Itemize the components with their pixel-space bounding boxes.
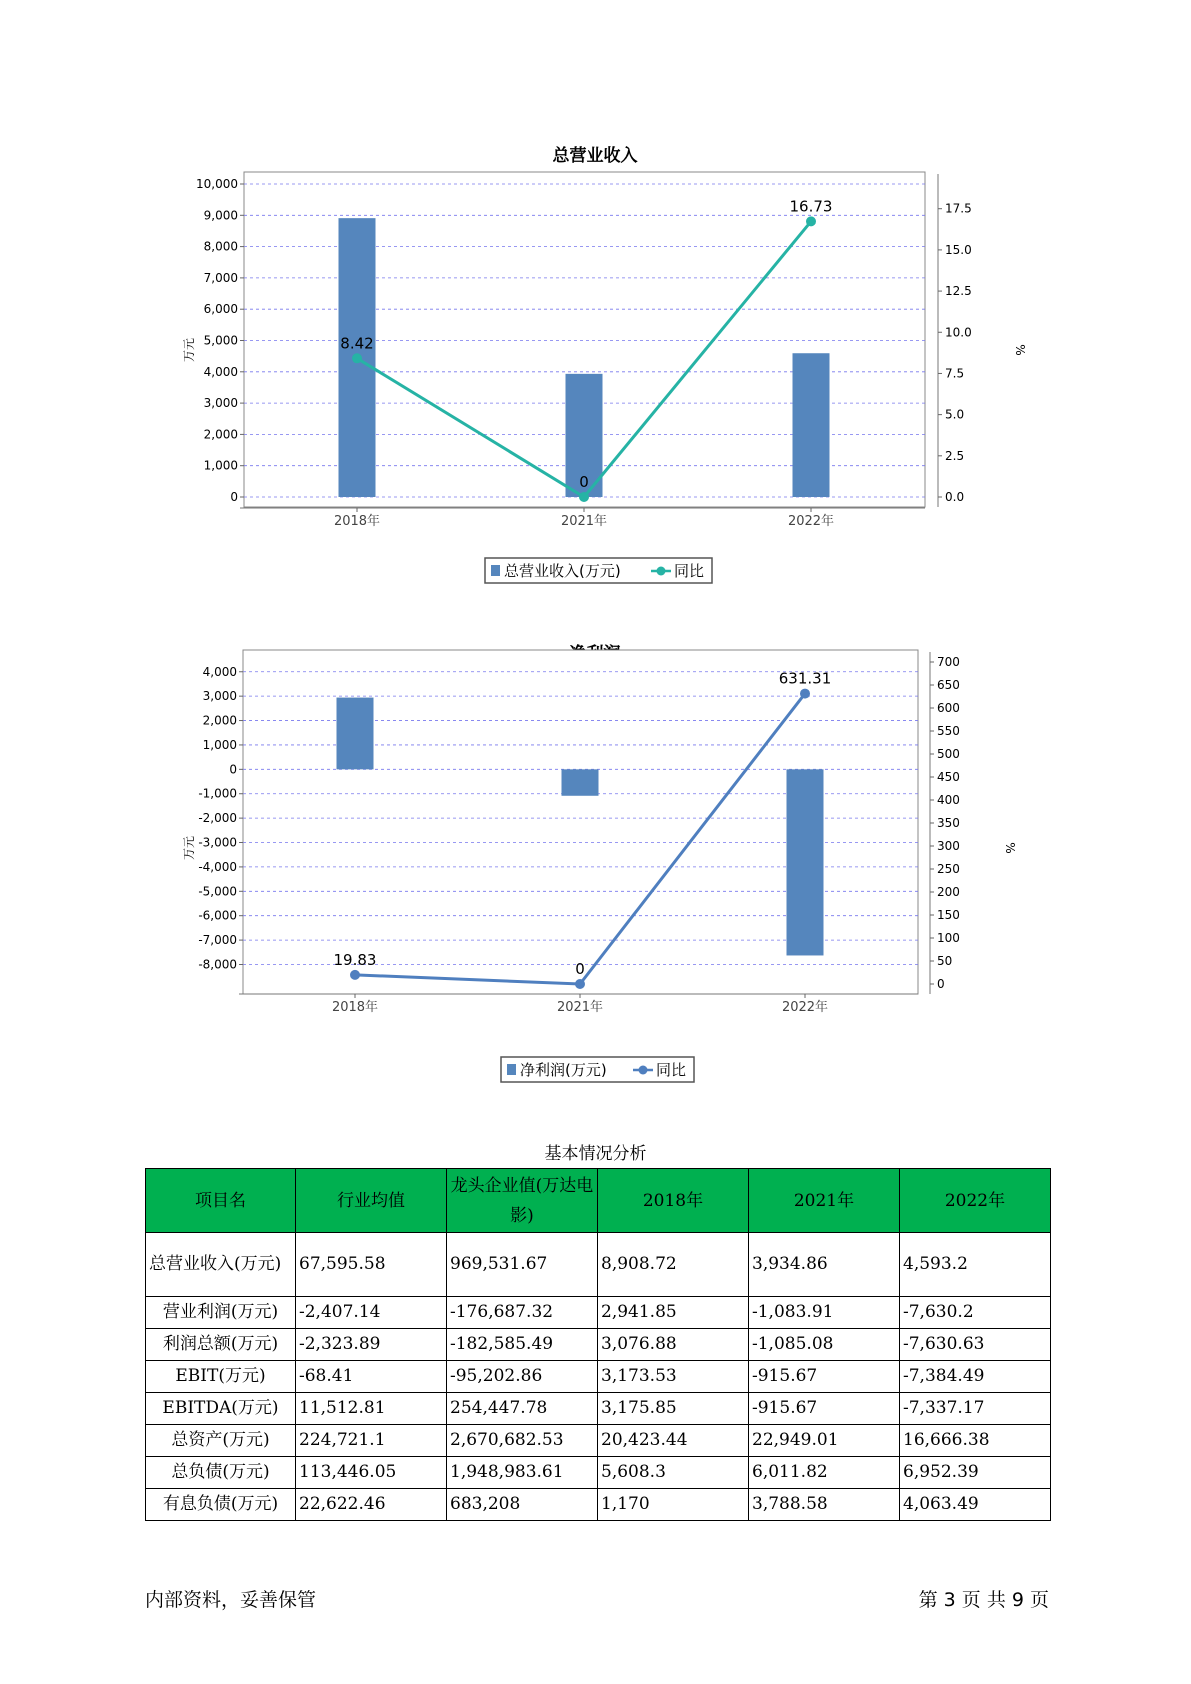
x-tick-label: 2018年 bbox=[333, 514, 381, 529]
right-tick-label: 250 bbox=[937, 862, 960, 876]
right-tick-label: 650 bbox=[937, 678, 960, 692]
header-2018: 2018年 bbox=[598, 1169, 749, 1233]
table-row bbox=[146, 1489, 1051, 1521]
left-tick-label: 9,000 bbox=[203, 208, 238, 223]
table-cell: 11,512.81 bbox=[296, 1393, 447, 1425]
right-tick-label: 400 bbox=[937, 793, 960, 807]
header-2022: 2022年 bbox=[900, 1169, 1051, 1233]
table-cell: -68.41 bbox=[296, 1361, 447, 1393]
left-tick-label: -4,000 bbox=[198, 859, 237, 874]
bar bbox=[787, 769, 824, 955]
bar bbox=[793, 353, 830, 497]
revenue-chart bbox=[0, 140, 1191, 600]
left-tick-label: 2,000 bbox=[202, 713, 237, 728]
right-tick-label: 0.0 bbox=[945, 490, 965, 504]
legend-bar-label: 总营业收入(万元) bbox=[504, 562, 621, 580]
left-tick-label: 5,000 bbox=[203, 333, 238, 348]
left-tick-label: 6,000 bbox=[203, 302, 238, 317]
left-tick-label: 10,000 bbox=[196, 177, 238, 191]
table-header-row bbox=[146, 1169, 1051, 1233]
right-tick-label: 550 bbox=[937, 724, 960, 738]
row-label-cell: 总资产(万元) bbox=[146, 1425, 296, 1457]
table-cell: 254,447.78 bbox=[447, 1393, 598, 1425]
left-tick-label: 4,000 bbox=[203, 364, 238, 379]
table-cell: 8,908.72 bbox=[598, 1233, 749, 1297]
table-cell: -7,337.17 bbox=[900, 1393, 1051, 1425]
basic-analysis-table bbox=[145, 1168, 1051, 1521]
table-cell: 4,063.49 bbox=[900, 1489, 1051, 1521]
right-tick-label: 5.0 bbox=[945, 407, 965, 422]
right-tick-label: 150 bbox=[937, 908, 960, 922]
table-cell: 3,076.88 bbox=[598, 1329, 749, 1361]
legend-bar-swatch bbox=[507, 1064, 516, 1075]
right-tick-label: 50 bbox=[937, 954, 953, 968]
yoy-data-label: 0 bbox=[575, 960, 585, 978]
table-cell: -7,630.2 bbox=[900, 1297, 1051, 1329]
right-tick-label: 7.5 bbox=[945, 366, 965, 381]
right-tick-label: 350 bbox=[937, 816, 960, 830]
left-tick-label: 3,000 bbox=[203, 396, 238, 411]
table-cell: 3,788.58 bbox=[749, 1489, 900, 1521]
table-cell: -2,407.14 bbox=[296, 1297, 447, 1329]
table-cell: 6,011.82 bbox=[749, 1457, 900, 1489]
chart-title: 总营业收入 bbox=[552, 146, 638, 166]
left-tick-label: 4,000 bbox=[202, 664, 237, 679]
table-row bbox=[146, 1457, 1051, 1489]
table-cell: 113,446.05 bbox=[296, 1457, 447, 1489]
left-tick-label: 1,000 bbox=[203, 458, 238, 473]
right-tick-label: 100 bbox=[937, 931, 960, 945]
chart-legend bbox=[485, 558, 712, 583]
x-tick-label: 2021年 bbox=[556, 1000, 604, 1015]
right-tick-label: 10.0 bbox=[945, 325, 972, 340]
table-cell: -1,083.91 bbox=[749, 1297, 900, 1329]
header-2021: 2021年 bbox=[749, 1169, 900, 1233]
legend-line-label: 同比 bbox=[674, 562, 705, 580]
left-axis-label: 万元 bbox=[182, 337, 196, 363]
legend-bar-swatch bbox=[491, 565, 500, 576]
table-cell: -7,630.63 bbox=[900, 1329, 1051, 1361]
legend-line-marker bbox=[639, 1066, 648, 1075]
right-tick-label: 0 bbox=[937, 977, 945, 991]
legend-bar-label: 净利润(万元) bbox=[520, 1061, 607, 1079]
right-tick-label: 2.5 bbox=[945, 448, 965, 463]
table-caption: 基本情况分析 bbox=[544, 1144, 647, 1164]
row-label-cell: 总营业收入(万元) bbox=[146, 1233, 296, 1297]
right-tick-label: 500 bbox=[937, 747, 960, 761]
table-cell: 2,941.85 bbox=[598, 1297, 749, 1329]
table-cell: -182,585.49 bbox=[447, 1329, 598, 1361]
yoy-data-label: 0 bbox=[579, 473, 589, 491]
table-row bbox=[146, 1233, 1051, 1297]
table-cell: 6,952.39 bbox=[900, 1457, 1051, 1489]
right-axis-label: % bbox=[1003, 842, 1017, 854]
row-label-cell: EBITDA(万元) bbox=[146, 1393, 296, 1425]
right-tick-label: 200 bbox=[937, 885, 960, 899]
table-cell: 5,608.3 bbox=[598, 1457, 749, 1489]
left-tick-label: -6,000 bbox=[198, 908, 237, 923]
legend-line-marker bbox=[657, 567, 666, 576]
table-cell: -915.67 bbox=[749, 1361, 900, 1393]
table-cell: 2,670,682.53 bbox=[447, 1425, 598, 1457]
row-label-cell: 营业利润(万元) bbox=[146, 1297, 296, 1329]
table-cell: 3,175.85 bbox=[598, 1393, 749, 1425]
left-tick-label: 2,000 bbox=[203, 427, 238, 442]
yoy-point bbox=[806, 216, 816, 226]
left-tick-label: 0 bbox=[230, 490, 238, 504]
left-tick-label: -3,000 bbox=[198, 835, 237, 850]
table-cell: 22,949.01 bbox=[749, 1425, 900, 1457]
left-axis-label: 万元 bbox=[182, 835, 196, 861]
right-tick-label: 300 bbox=[937, 839, 960, 853]
table-row bbox=[146, 1393, 1051, 1425]
left-tick-label: 7,000 bbox=[203, 270, 238, 285]
bar bbox=[562, 769, 599, 795]
x-tick-label: 2018年 bbox=[331, 1000, 379, 1015]
net-profit-chart-svg bbox=[0, 640, 1191, 1100]
yoy-point bbox=[352, 353, 362, 363]
left-tick-label: -1,000 bbox=[198, 786, 237, 801]
x-tick-label: 2022年 bbox=[781, 1000, 829, 1015]
table-cell: 969,531.67 bbox=[447, 1233, 598, 1297]
yoy-data-label: 19.83 bbox=[333, 950, 377, 969]
table-cell: -176,687.32 bbox=[447, 1297, 598, 1329]
right-tick-label: 15.0 bbox=[945, 242, 972, 257]
table-cell: 224,721.1 bbox=[296, 1425, 447, 1457]
table-cell: -95,202.86 bbox=[447, 1361, 598, 1393]
left-tick-label: -8,000 bbox=[198, 957, 237, 972]
header-industry-avg: 行业均值 bbox=[296, 1169, 447, 1233]
left-tick-label: 8,000 bbox=[203, 239, 238, 254]
chart-legend bbox=[501, 1057, 694, 1082]
yoy-point bbox=[350, 970, 360, 980]
header-item-name: 项目名 bbox=[146, 1169, 296, 1233]
yoy-data-label: 16.73 bbox=[789, 197, 833, 216]
table-row bbox=[146, 1425, 1051, 1457]
table-cell: 67,595.58 bbox=[296, 1233, 447, 1297]
left-tick-label: -7,000 bbox=[198, 933, 237, 948]
right-axis-label: % bbox=[1013, 344, 1027, 356]
table-cell: 16,666.38 bbox=[900, 1425, 1051, 1457]
header-leader-value: 龙头企业值(万达电影) bbox=[447, 1169, 598, 1233]
table-cell: -915.67 bbox=[749, 1393, 900, 1425]
table-cell: 20,423.44 bbox=[598, 1425, 749, 1457]
x-tick-label: 2021年 bbox=[560, 514, 608, 529]
footer-confidential-note: 内部资料，妥善保管 bbox=[145, 1589, 317, 1611]
left-tick-label: 1,000 bbox=[202, 737, 237, 752]
row-label-cell: EBIT(万元) bbox=[146, 1361, 296, 1393]
right-tick-label: 700 bbox=[937, 655, 960, 669]
yoy-point bbox=[575, 979, 585, 989]
legend-line-label: 同比 bbox=[656, 1061, 687, 1079]
net-profit-chart bbox=[0, 640, 1191, 1100]
x-tick-label: 2022年 bbox=[787, 514, 835, 529]
table-cell: 22,622.46 bbox=[296, 1489, 447, 1521]
left-tick-label: 3,000 bbox=[202, 689, 237, 704]
table-row bbox=[146, 1329, 1051, 1361]
table-row bbox=[146, 1361, 1051, 1393]
table-cell: 1,948,983.61 bbox=[447, 1457, 598, 1489]
row-label-cell: 利润总额(万元) bbox=[146, 1329, 296, 1361]
right-tick-label: 450 bbox=[937, 770, 960, 784]
table-cell: -1,085.08 bbox=[749, 1329, 900, 1361]
row-label-cell: 总负债(万元) bbox=[146, 1457, 296, 1489]
table-row bbox=[146, 1297, 1051, 1329]
left-tick-label: -5,000 bbox=[198, 884, 237, 899]
yoy-data-label: 8.42 bbox=[340, 334, 374, 353]
table-cell: 3,934.86 bbox=[749, 1233, 900, 1297]
right-tick-label: 12.5 bbox=[945, 284, 972, 299]
yoy-data-label: 631.31 bbox=[778, 669, 832, 688]
table-cell: 3,173.53 bbox=[598, 1361, 749, 1393]
footer-page-number: 第 3 页 共 9 页 bbox=[918, 1589, 1049, 1611]
yoy-point bbox=[579, 492, 589, 502]
right-tick-label: 600 bbox=[937, 701, 960, 715]
right-tick-label: 17.5 bbox=[945, 201, 972, 216]
yoy-point bbox=[800, 689, 810, 699]
table-cell: 683,208 bbox=[447, 1489, 598, 1521]
bar bbox=[337, 698, 374, 770]
table-cell: 4,593.2 bbox=[900, 1233, 1051, 1297]
table-cell: -7,384.49 bbox=[900, 1361, 1051, 1393]
row-label-cell: 有息负债(万元) bbox=[146, 1489, 296, 1521]
left-tick-label: 0 bbox=[229, 762, 237, 777]
table-cell: 1,170 bbox=[598, 1489, 749, 1521]
revenue-chart-svg bbox=[0, 140, 1191, 600]
table-cell: -2,323.89 bbox=[296, 1329, 447, 1361]
left-tick-label: -2,000 bbox=[198, 811, 237, 826]
